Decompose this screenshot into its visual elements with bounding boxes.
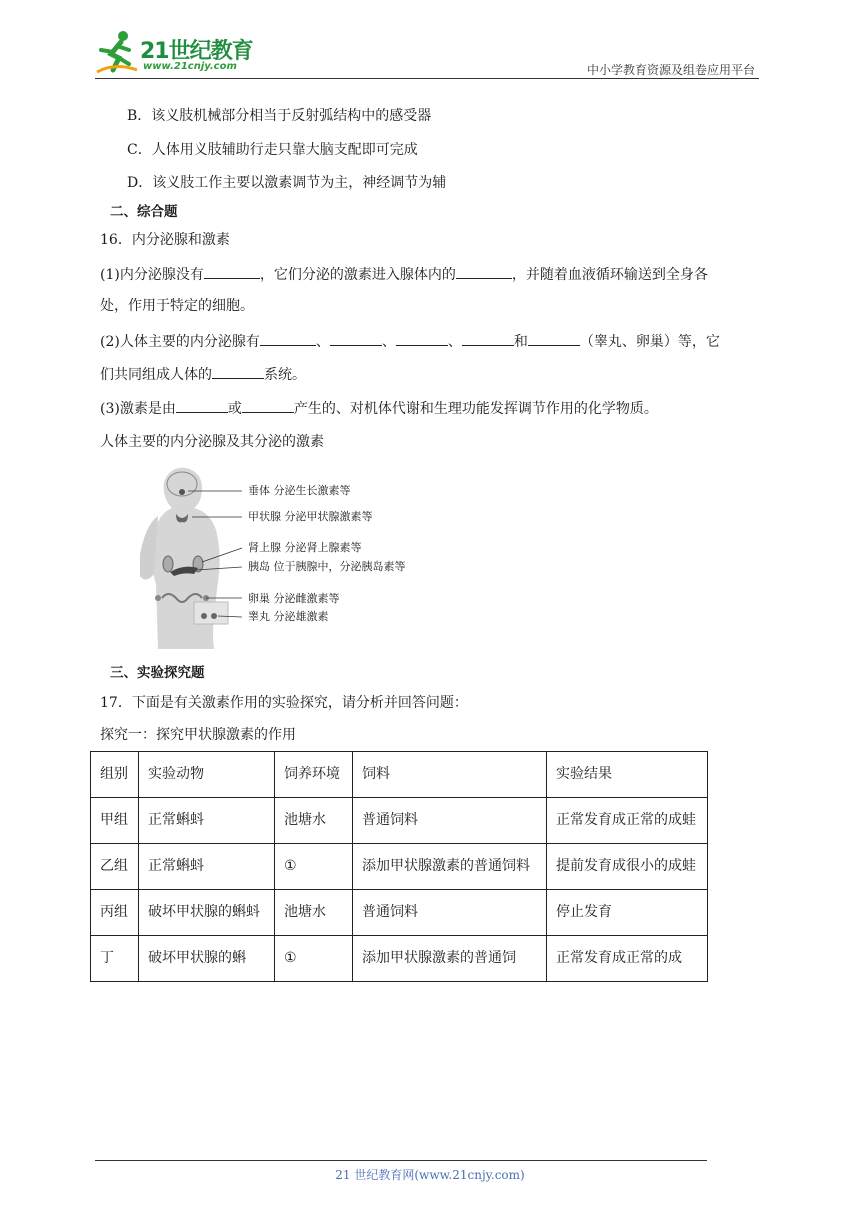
answer-blank[interactable] [204, 264, 260, 279]
table-cell: 普通饲料 [353, 890, 547, 936]
table-cell: 乙组 [91, 844, 139, 890]
text: (2)人体主要的内分泌腺有 [100, 334, 260, 350]
q16-part1-line2: 处，作用于特定的细胞。 [100, 298, 254, 314]
answer-blank[interactable] [462, 331, 514, 346]
table-row [91, 890, 708, 936]
table-cell: 破坏甲状腺的蝌蚪 [139, 890, 275, 936]
text: （睾丸、卵巢）等，它 [579, 334, 720, 350]
logo-url: www.21cnjy.com [143, 61, 237, 72]
text: 系统。 [264, 367, 306, 383]
table-cell: 破坏甲状腺的蝌 [139, 936, 275, 982]
table-row [91, 844, 708, 890]
text: 和 [513, 334, 528, 350]
text: (1)内分泌腺没有 [100, 267, 204, 283]
answer-blank[interactable] [260, 331, 316, 346]
table-cell: 池塘水 [275, 798, 353, 844]
logo-title: 21世纪教育 [140, 39, 253, 64]
text: 、 [381, 334, 396, 350]
answer-blank[interactable] [212, 364, 264, 379]
table-header: 实验结果 [547, 752, 708, 798]
table-cell: 甲组 [91, 798, 139, 844]
answer-blank[interactable] [396, 331, 448, 346]
table-cell: 普通饲料 [353, 798, 547, 844]
question-17-title: 17．下面是有关激素作用的实验探究，请分析并回答问题： [100, 695, 468, 711]
table-cell: ① [275, 844, 353, 890]
label-adrenal: 肾上腺 分泌肾上腺素等 [248, 541, 362, 554]
label-ovary: 卵巢 分泌雌激素等 [248, 592, 340, 605]
text: ，它们分泌的激素进入腺体内的 [259, 267, 456, 283]
table-cell: 丙组 [91, 890, 139, 936]
table-row [91, 798, 708, 844]
table-header: 实验动物 [139, 752, 275, 798]
page-header [0, 0, 860, 82]
q16-part1-line1 [100, 264, 708, 285]
table-cell: 正常蝌蚪 [139, 844, 275, 890]
q16-part2-line1 [100, 331, 720, 352]
site-logo [95, 30, 265, 78]
runner-logo-icon [95, 30, 139, 76]
header-divider [95, 78, 759, 79]
label-pituitary: 垂体 分泌生长激素等 [248, 484, 351, 497]
table-header: 饲养环境 [275, 752, 353, 798]
table-cell: 添加甲状腺激素的普通饲 [353, 936, 547, 982]
section-title-experiment: 三、实验探究题 [110, 665, 205, 681]
label-thyroid: 甲状腺 分泌甲状腺激素等 [248, 510, 373, 523]
table-cell: 丁 [91, 936, 139, 982]
option-d: D．该义肢工作主要以激素调节为主，神经调节为辅 [127, 175, 447, 191]
text: 们共同组成人体的 [100, 367, 212, 383]
table-cell: 正常蝌蚪 [139, 798, 275, 844]
text: 产生的、对机体代谢和生理功能发挥调节作用的化学物质。 [293, 401, 658, 417]
table-header-row [91, 752, 708, 798]
table-header: 组别 [91, 752, 139, 798]
question-17-subtitle: 探究一：探究甲状腺激素的作用 [100, 727, 296, 743]
label-islet: 胰岛 位于胰腺中，分泌胰岛素等 [248, 560, 406, 573]
table-cell: 正常发育成正常的成蛙 [547, 798, 708, 844]
table-cell: ① [275, 936, 353, 982]
q16-part3 [100, 398, 658, 419]
table-header: 饲料 [353, 752, 547, 798]
footer-divider [95, 1160, 707, 1161]
text: 或 [227, 401, 242, 417]
table-cell: 池塘水 [275, 890, 353, 936]
table-cell: 提前发育成很小的成蛙 [547, 844, 708, 890]
question-16-title: 16．内分泌腺和激素 [100, 232, 230, 248]
text: ，并随着血液循环输送到全身各 [511, 267, 708, 283]
endocrine-figure [118, 464, 458, 654]
text: (3)激素是由 [100, 401, 176, 417]
table-row [91, 936, 708, 982]
table-cell: 添加甲状腺激素的普通饲料 [353, 844, 547, 890]
q16-part2-line2 [100, 364, 306, 385]
text: 、 [315, 334, 330, 350]
footer-text[interactable]: 21 世纪教育网(www.21cnjy.com) [335, 1168, 525, 1182]
answer-blank[interactable] [330, 331, 382, 346]
answer-blank[interactable] [242, 398, 294, 413]
text: 、 [447, 334, 462, 350]
answer-blank[interactable] [176, 398, 228, 413]
table-cell: 正常发育成正常的成 [547, 936, 708, 982]
figure-caption: 人体主要的内分泌腺及其分泌的激素 [100, 434, 324, 450]
option-c: C．人体用义肢辅助行走只靠大脑支配即可完成 [127, 142, 418, 158]
table-cell: 停止发育 [547, 890, 708, 936]
platform-name: 中小学教育资源及组卷应用平台 [586, 63, 755, 77]
answer-blank[interactable] [528, 331, 580, 346]
option-b: B．该义肢机械部分相当于反射弧结构中的感受器 [127, 108, 432, 124]
experiment-table [90, 751, 708, 982]
section-title-comprehensive: 二、综合题 [110, 204, 178, 220]
label-testis: 睾丸 分泌雄激素 [248, 610, 329, 623]
answer-blank[interactable] [456, 264, 512, 279]
